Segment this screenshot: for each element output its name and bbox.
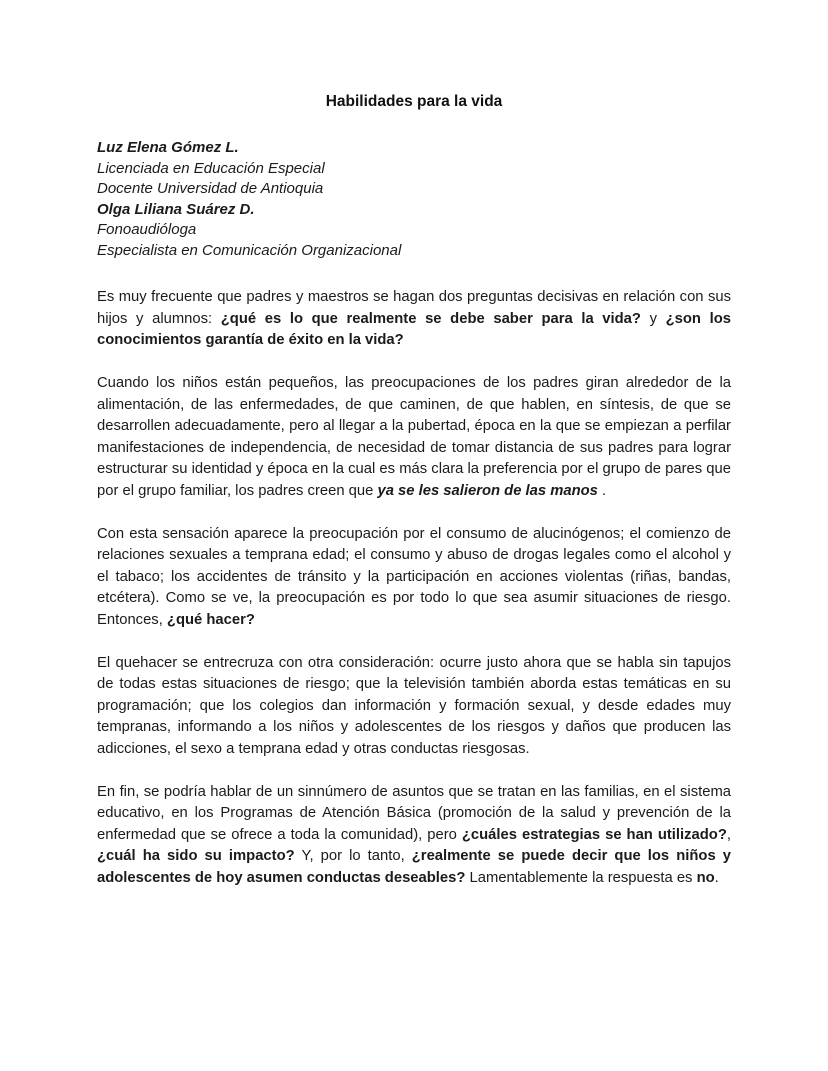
- text-run: El quehacer se entrecruza con otra consideración: ocurre justo ahora que se habla sin tapujos de todas estas situaciones de riesgo; que la televisión también aborda estas temáticas en su programación; que los colegios dan información y formación sexual, y desde edades muy tempranas, informando a los niños y adolescentes de los riesgos y daños que producen las adicciones, el sexo a temprana edad y otras conductas riesgosas.: [97, 654, 731, 757]
- paragraph: [97, 653, 731, 761]
- text-run: .: [714, 869, 719, 886]
- text-run: ¿cuál ha sido su impacto?: [97, 848, 295, 864]
- author-line: Licenciada en Educación Especial: [97, 159, 325, 177]
- text-run: Con esta sensación aparece la preocupación por el consumo de alucinógenos; el comienzo de relaciones sexuales a temprana edad; el consumo y abuso de drogas legales como el alcohol y el tabaco; los accidentes de tránsito y la participación en acciones violentas (riñas, bandas, etcétera). Como se ve, la preocupación es por todo lo que sea asumir situaciones de riesgo. Entonces,: [97, 525, 731, 628]
- text-run: ¿realmente se puede decir que los niños y adolescentes de hoy asumen conductas deseables?: [97, 848, 731, 886]
- paragraph: [97, 373, 731, 502]
- author-line: Olga Liliana Suárez D.: [97, 200, 255, 218]
- author-line: Especialista en Comunicación Organizacional: [97, 241, 402, 259]
- text-run: ¿qué es lo que realmente se debe saber para la vida?: [220, 310, 641, 327]
- text-run: ¿son los conocimientos garantía de éxito en la vida?: [97, 310, 731, 348]
- author-block: [97, 138, 731, 261]
- text-run: En fin, se podría hablar de un sinnúmero de asuntos que se tratan en las familias, en el sistema educativo, en los Programas de Atención Básica (promoción de la salud y prevención de la enfermedad que se ofrece a toda la comunidad), pero: [97, 783, 731, 843]
- text-run: y: [640, 310, 666, 327]
- text-run: Es muy frecuente que padres y maestros se hagan dos preguntas decisivas en relación con sus hijos y alumnos:: [97, 289, 731, 327]
- document-title: Habilidades para la vida: [325, 93, 503, 110]
- text-run: ya se les salieron de las manos: [377, 482, 598, 499]
- text-run: Lamentablemente la respuesta es: [465, 869, 697, 886]
- author-line: Fonoaudióloga: [97, 221, 197, 238]
- paragraph: [97, 782, 731, 890]
- author-line: Docente Universidad de Antioquia: [97, 180, 324, 197]
- text-run: no: [696, 869, 715, 886]
- text-run: .: [597, 482, 607, 499]
- paragraph: [97, 287, 731, 352]
- document-body: [97, 287, 731, 889]
- paragraph: [97, 524, 731, 632]
- author-line: Luz Elena Gómez L.: [97, 139, 239, 156]
- text-run: ,: [726, 826, 731, 843]
- text-run: Y, por lo tanto,: [294, 848, 412, 864]
- text-run: Cuando los niños están pequeños, las preocupaciones de los padres giran alrededor de la alimentación, de las enfermedades, de que caminen, de que hablen, en síntesis, de que se desarrollen adecuadamente, pero al llegar a la pubertad, época en la que se empiezan a perfilar manifestaciones de independencia, de necesidad de tomar distancia de sus padres para lograr estructurar su identidad y época en la cual es más clara la preferencia por el grupo de pares que por el grupo familiar, los padres creen que: [97, 375, 731, 499]
- text-run: ¿cuáles estrategias se han utilizado?: [461, 826, 727, 843]
- text-run: ¿qué hacer?: [166, 611, 255, 628]
